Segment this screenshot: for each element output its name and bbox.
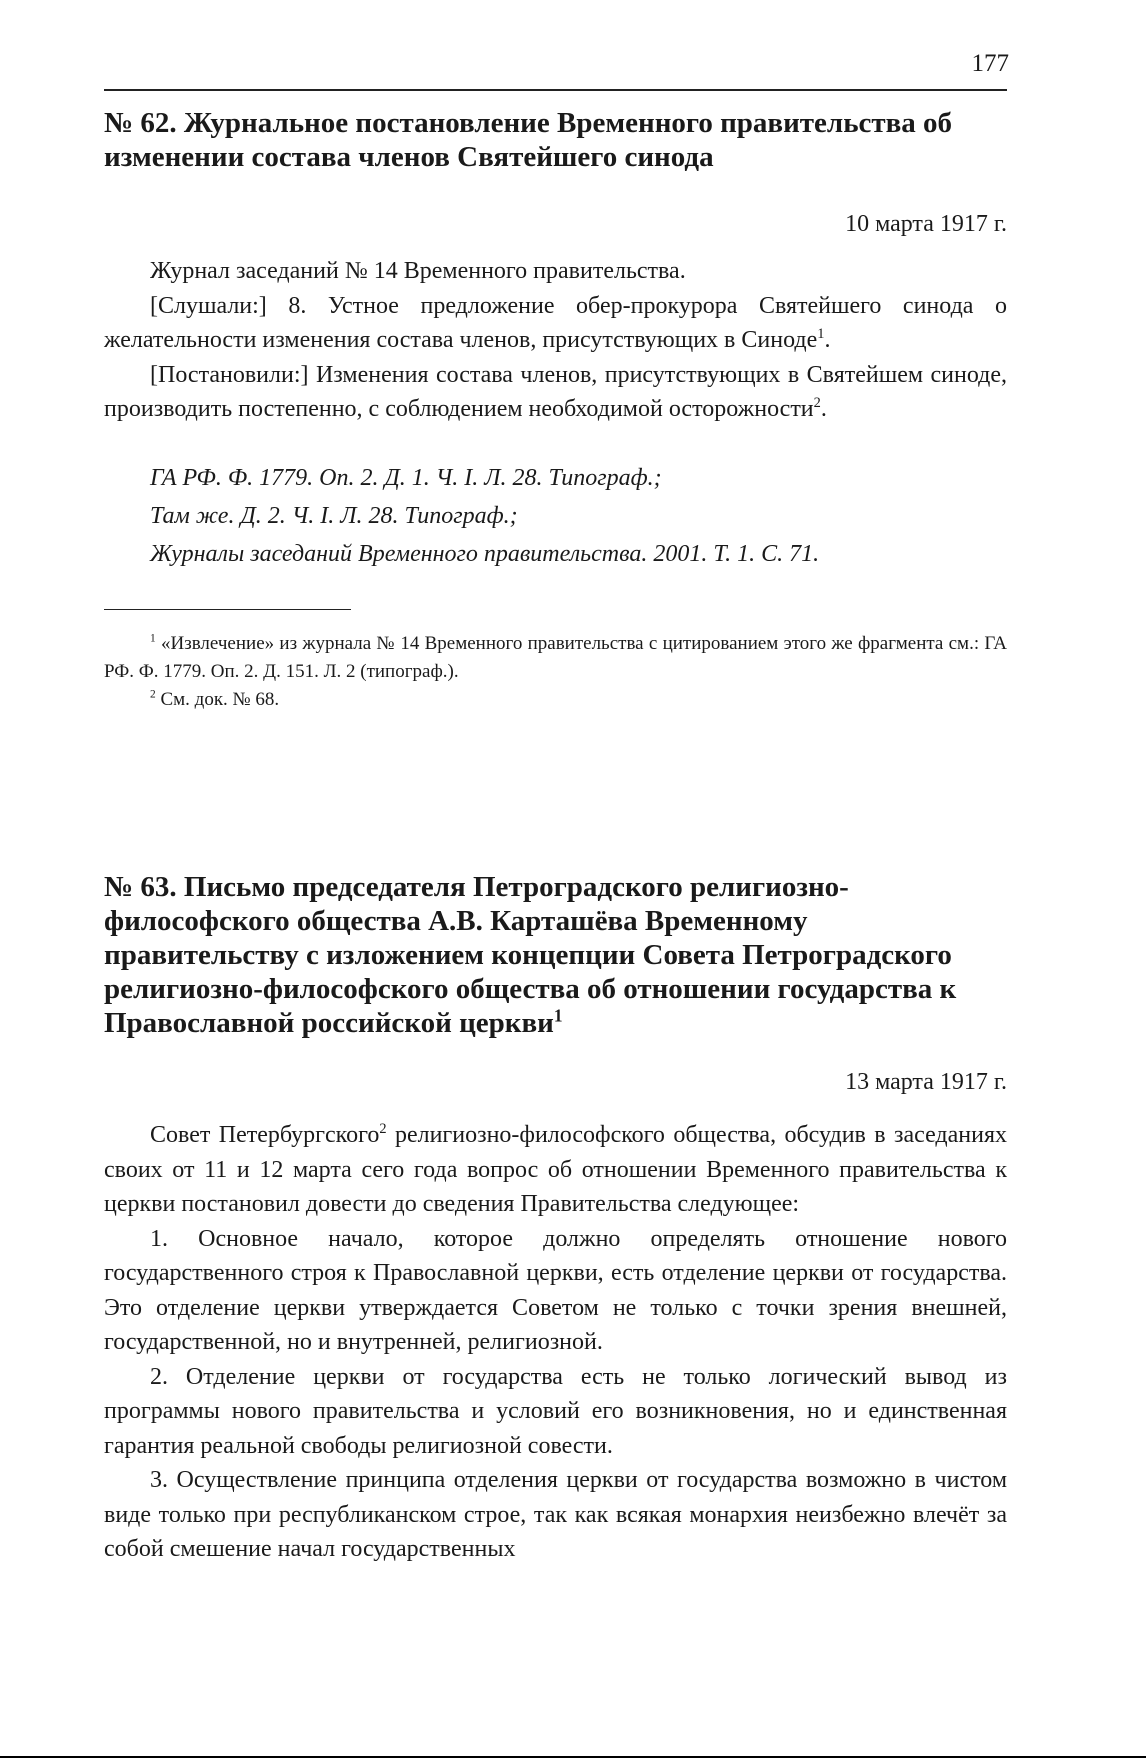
doc62-title: № 62. Журнальное постановление Временного правительства об изменении состава членов Святейшего синода xyxy=(104,107,953,173)
footnote-1 xyxy=(104,630,1007,686)
source-line: Журналы заседаний Временного правительства. 2001. Т. 1. С. 71. xyxy=(150,540,820,567)
source-line: Там же. Д. 2. Ч. I. Л. 28. Типограф.; xyxy=(150,502,518,529)
doc63-title-text: № 63. Письмо председателя Петроградского религиозно-философского общества А.В. Карташёва Временному правительству с изложением концепции Совета Петроградского религиозно-философского общества об отношении государства к Православной российской церкви xyxy=(104,871,957,1039)
doc62-body xyxy=(104,254,1007,427)
footnote-number: 1 xyxy=(150,632,156,645)
doc62-p3-text: [Постановили:] Изменения состава членов, присутствующих в Святейшем синоде, производить постепенно, с соблюдением необходимой осторожности xyxy=(104,361,1007,422)
doc62-p3-end: . xyxy=(820,396,827,422)
footnote-text: «Извлечение» из журнала № 14 Временного правительства с цитированием этого же фрагмента см.: ГА РФ. Ф. 1779. Оп. 2. Д. 151. Л. 2 (типограф.). xyxy=(104,632,1008,682)
page-number: 177 xyxy=(971,50,1009,77)
doc62-paragraph-3 xyxy=(104,358,1007,427)
doc62-footnotes xyxy=(104,630,1007,714)
footnote-ref-1: 1 xyxy=(817,326,825,342)
doc63-title xyxy=(104,870,1007,1040)
footnote-ref-2: 2 xyxy=(813,395,821,411)
doc63-paragraph-4: 3. Осуществление принципа отделения церкви от государства возможно в чистом виде только при республиканском строе, так как всякая монархия неизбежно влечёт за собой смешение начал государственных xyxy=(104,1467,1007,1562)
doc63-p1-text-b: религиозно-философского общества, обсудив в заседаниях своих от 11 и 12 марта сего года вопрос об отношении Временного правительства к церкви постановил довести до сведения Правительства следующее: xyxy=(104,1122,1007,1217)
footnote-rule xyxy=(104,609,351,610)
document-62 xyxy=(104,106,1007,714)
doc62-p2-text: [Слушали:] 8. Устное предложение обер-прокурора Святейшего синода о желательности изменения состава членов, присутствующих в Синоде xyxy=(104,292,1007,353)
doc62-date: 10 марта 1917 г. xyxy=(845,211,1007,237)
doc62-paragraph-2 xyxy=(104,289,1007,358)
doc63-body xyxy=(104,1118,1007,1567)
document-63 xyxy=(104,870,1007,1567)
footnote-text: См. док. № 68. xyxy=(160,688,280,710)
doc63-p1-text-a: Совет Петербургского xyxy=(150,1122,380,1148)
footnote-ref-2: 2 xyxy=(379,1121,387,1137)
doc63-date: 13 марта 1917 г. xyxy=(845,1069,1007,1095)
doc62-sources xyxy=(104,459,1007,573)
doc63-paragraph-2: 1. Основное начало, которое должно определять отношение нового государственного строя к Православной церкви, есть отделение церкви от государства. Это отделение церкви утверждается Советом не только с точки зрения внешней, государственной, но и внутренней, религиозной. xyxy=(104,1225,1007,1355)
doc63-paragraph-1 xyxy=(104,1118,1007,1222)
footnote-ref-1: 1 xyxy=(553,1005,563,1026)
source-line: ГА РФ. Ф. 1779. Оп. 2. Д. 1. Ч. I. Л. 28. Типограф.; xyxy=(150,464,662,491)
doc62-paragraph-1: Журнал заседаний № 14 Временного правительства. xyxy=(150,258,686,284)
doc62-p2-end: . xyxy=(824,327,831,353)
footnote-2 xyxy=(104,686,1007,714)
footnote-number: 2 xyxy=(150,688,156,701)
header-rule xyxy=(104,89,1007,91)
doc63-paragraph-3: 2. Отделение церкви от государства есть не только логический вывод из программы нового правительства и условий его возникновения, но и единственная гарантия реальной свободы религиозной совести. xyxy=(104,1363,1007,1459)
